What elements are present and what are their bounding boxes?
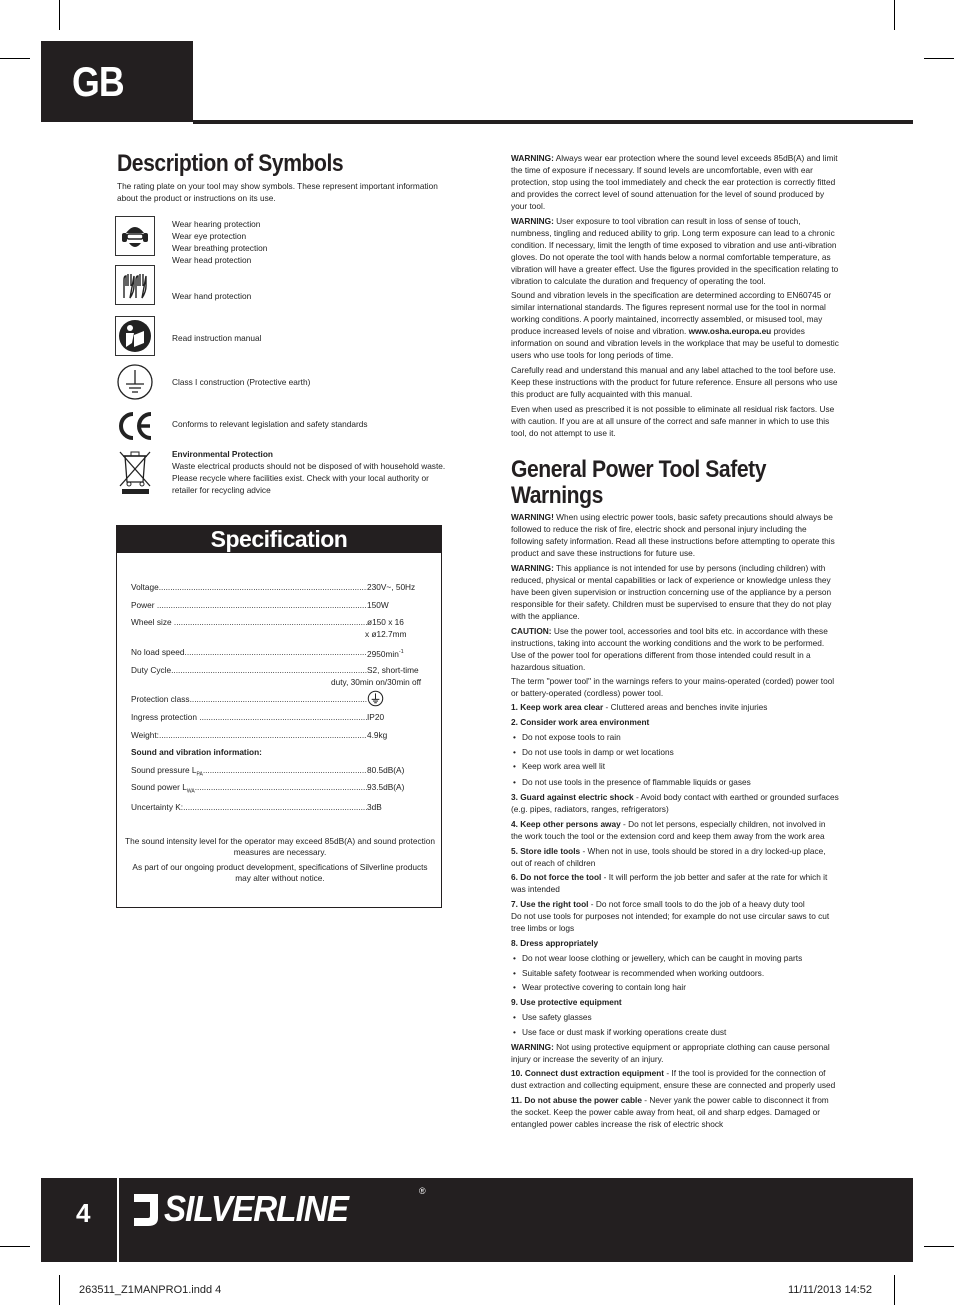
ppe-head-icon [115, 216, 155, 256]
spec-note: As part of our ongoing product development, specifications of Silverline products may alter without notice. [132, 862, 428, 883]
date-info: 11/11/2013 14:52 [788, 1284, 873, 1296]
rule-item [511, 871, 839, 895]
osha-link[interactable]: www.osha.europa.eu [688, 326, 772, 336]
spec-label-sub: WA [186, 788, 195, 795]
warning-label: WARNING: [511, 563, 554, 573]
bullet-item: • Use safety glasses [511, 1011, 831, 1023]
rule-text: - Never yank the power cable to disconnect it from the socket. Keep the power cable away from heat, oil and sharp edges. Damaged or entangled power cables increase the risk of electric shock [511, 1095, 829, 1129]
paragraph [511, 562, 839, 622]
earth-icon [367, 690, 384, 710]
warning-label: WARNING: [511, 153, 554, 163]
gpt-title-line: General Power Tool Safety [511, 456, 767, 483]
rule-heading: 5. Store idle tools [511, 846, 581, 856]
symbol-line: Wear hearing protection [172, 219, 261, 229]
ce-mark-icon [115, 406, 155, 446]
file-info: 263511_Z1MANPRO1.indd 4 [79, 1284, 222, 1296]
bullet-item: • Suitable safety footwear is recommended when working outdoors. [511, 967, 831, 979]
paragraph [511, 289, 839, 361]
spec-value: 150W [367, 600, 389, 610]
bullet-item: • Do not wear loose clothing or jewellery, which can be caught in moving parts [511, 952, 831, 964]
spec-label: Protection class ..... [131, 693, 367, 705]
paragraph [511, 215, 839, 287]
rule-item [511, 818, 839, 842]
spec-value: 3dB [367, 802, 382, 812]
paragraph [511, 511, 839, 559]
paragraph-text: Use the power tool, accessories and tool bits etc. in accordance with these instructions, taking into account the working conditions and the work to be performed. Use of the power tool for operations different from those intended could result in a hazardous situation. [511, 626, 828, 672]
symbol-line: Wear head protection [172, 255, 252, 265]
crop-mark [894, 1275, 895, 1305]
rule-heading: 8. Dress appropriately [511, 938, 599, 948]
symbol-line: Wear breathing protection [172, 243, 268, 253]
spec-value: 80.5dB(A) [367, 765, 405, 775]
spec-label: Weight: ..... [131, 729, 367, 741]
rule-text: Do not use tools for purposes not intended; for example do not use circular saws to cut tree limbs or logs [511, 911, 830, 933]
rule-heading: 3. Guard against electric shock [511, 792, 634, 802]
symbol-line: Conforms to relevant legislation and safety standards [172, 419, 368, 429]
logo-hook-icon [128, 1188, 164, 1230]
paragraph-text: This appliance is not intended for use by persons (including children) with reduced, physical or mental capabilities or lack of experience or knowledge unless they have been given supervision or instruction concerning use of the appliance by a person responsible for their safety. Children must be supervised to ensure that they do not play with the appliance. [511, 563, 832, 621]
caution-label: CAUTION: [511, 626, 552, 636]
specification-title: Specification [210, 526, 348, 552]
footer-divider [117, 1178, 119, 1262]
spec-value: 230V~, 50Hz [367, 582, 416, 592]
manual-icon [115, 316, 155, 356]
paragraph: Carefully read and understand this manual and any label attached to the tool before use. Keep these instructions with the product for future reference. Ensure all persons who use this product are fully acquainted with this manual. [511, 365, 838, 399]
spec-label [131, 781, 367, 798]
spec-value: ø150 x 16 [367, 617, 404, 627]
spec-label: Uncertainty K: ..... [131, 801, 367, 813]
symbol-text [172, 418, 447, 430]
gpt-title [511, 457, 766, 509]
paragraph-text: User exposure to tool vibration can result in loss of sense of touch, numbness, tingling and reduced ability to grip. Long term exposure can lead to a chronic condition. If necessary, limit the length of time exposed to vibration and use anti-vibration gloves. Do not operate the tool with hands below a normal comfortable temperature, as vibration will have a greater effect. Use the figures provided in the specification relating to vibration to calculate the duration and frequency of operating the tool. [511, 216, 839, 286]
rule-item [511, 791, 839, 815]
crop-mark [59, 1275, 60, 1305]
crop-mark [0, 58, 30, 59]
rule-item [511, 1094, 839, 1130]
rule-text: - Do not let persons, especially children, not involved in the work touch the tool or the extension cord and keep them away from the work area [511, 819, 826, 841]
symbol-text [172, 376, 447, 388]
spec-value [367, 646, 404, 660]
symbols-title: Description of Symbols [117, 150, 344, 177]
bullet-item: • Wear protective covering to contain long hair [511, 981, 831, 993]
brand-wordmark: SILVERLINE [164, 1188, 349, 1229]
bullet-item: • Do not use tools in the presence of flammable liquids or gases [511, 776, 831, 788]
spec-value: S2, short-time [367, 665, 419, 675]
spec-note: The sound intensity level for the operator may exceed 85dB(A) and sound protection measures are necessary. [125, 836, 435, 857]
rule-heading: 10. Connect dust extraction equipment [511, 1068, 665, 1078]
paragraph [511, 625, 839, 673]
crop-mark [59, 0, 60, 30]
header-rule [193, 120, 913, 124]
paragraph: Even when used as prescribed it is not possible to eliminate all residual risk factors. Use with caution. If you are at all unsure of the correct and safe manner in which to use this tool, do not attempt to use it. [511, 404, 835, 438]
spec-label-text: Sound power L [131, 782, 187, 792]
symbol-text [172, 218, 447, 266]
symbol-line: Wear hand protection [172, 291, 252, 301]
rule-text: - When not in use, tools should be stored in a dry locked-up place, out of reach of children [511, 846, 826, 868]
spec-value-sup: -1 [398, 649, 404, 655]
rule-heading: 1. Keep work area clear [511, 702, 604, 712]
registered-mark: ® [419, 1186, 426, 1196]
symbol-line: Read instruction manual [172, 333, 262, 343]
spec-label [131, 764, 367, 781]
symbol-heading: Environmental Protection [172, 449, 273, 459]
wheelie-bin-icon [115, 448, 155, 496]
spec-value: IP20 [367, 712, 385, 722]
paragraph [511, 1041, 839, 1065]
spec-label-sub: PA [196, 771, 203, 778]
paragraph [511, 152, 839, 212]
gloves-icon [115, 265, 155, 305]
rule-text: - Cluttered areas and benches invite injuries [603, 702, 768, 712]
rule-heading: 6. Do not force the tool [511, 872, 602, 882]
spec-label: Ingress protection ..... [131, 711, 367, 723]
crop-mark [924, 1246, 954, 1247]
paragraph-text: Not using protective equipment or appropriate clothing can cause personal injury or increase the severity of an injury. [511, 1042, 830, 1064]
rule-heading: 4. Keep other persons away [511, 819, 621, 829]
gpt-title-line: Warnings [511, 482, 603, 509]
spec-label: Voltage ..... [131, 581, 367, 593]
paragraph-text: Always wear ear protection where the sound level exceeds 85dB(A) and limit the time of exposure if necessary. If sound levels are uncomfortable, even with ear protection, stop using the tool immediately and check the ear protection is correctly fitted and provides the correct level of sound attenuation for the level of sound produced by your tool. [511, 153, 838, 211]
specification-header [117, 526, 441, 553]
crop-mark [894, 0, 895, 30]
bullet-item: • Do not use tools in damp or wet locations [511, 746, 831, 758]
bullet-item: • Do not expose tools to rain [511, 731, 831, 743]
rule-heading: 7. Use the right tool [511, 899, 589, 909]
symbol-line: Class I construction (Protective earth) [172, 377, 311, 387]
rule-text: - It will perform the job better and safer at the rate for which it was intended [511, 872, 828, 894]
rule-item [511, 898, 839, 934]
specification-panel [116, 525, 442, 908]
symbols-intro: The rating plate on your tool may show symbols. These represent important information about the product or instructions on its use. [117, 181, 438, 203]
rule-item [511, 1067, 839, 1091]
sound-heading: Sound and vibration information: [131, 747, 262, 757]
rule-heading: 9. Use protective equipment [511, 997, 622, 1007]
page-number: 4 [76, 1198, 91, 1228]
paragraph-text: Sound and vibration levels in the specification are determined according to EN60745 or similar international standards. The figures represent normal use for the tool in normal working conditions. A poorly maintained, incorrectly assembled, or misused tool, may produce increased levels of noise and vibration. [511, 290, 832, 336]
spec-value: 4.9kg [367, 730, 388, 740]
spec-label: Power ..... [131, 599, 367, 611]
spec-label: Duty Cycle ..... [131, 664, 367, 676]
earth-icon [115, 362, 155, 402]
warning-label: WARNING: [511, 216, 554, 226]
paragraph-text: provides information on sound and vibration levels in the workplace that may be useful to domestic users who use tools for long periods of time. [511, 326, 839, 360]
symbol-line: Wear eye protection [172, 231, 247, 241]
bullet-item: • Use face or dust mask if working operations create dust [511, 1026, 831, 1038]
rule-item [511, 701, 839, 713]
spec-label-text: Sound pressure L [131, 765, 197, 775]
rule-heading: 2. Consider work area environment [511, 717, 650, 727]
paragraph-text: When using electric power tools, basic safety precautions should always be followed to reduce the risk of fire, electric shock and personal injury including the following safety information. Read all these instructions before attempting to operate this product and save these instructions for future use. [511, 512, 835, 558]
spec-label: Wheel size ..... [131, 616, 367, 628]
spec-value: x ø12.7mm [365, 629, 407, 639]
spec-value: 93.5dB(A) [367, 782, 405, 792]
spec-value: duty, 30min on/30min off [331, 677, 422, 687]
symbol-line: Waste electrical products should not be disposed of with household waste. Please recycle where facilities exist. Check with your local authority or retailer for recycling advice [172, 461, 446, 495]
crop-mark [0, 1246, 30, 1247]
bullet-item: • Keep work area well lit [511, 760, 831, 772]
rule-item [511, 845, 839, 869]
rule-heading: 11. Do not abuse the power cable [511, 1095, 642, 1105]
spec-value-text: 2950min [367, 648, 399, 659]
symbol-text [172, 290, 447, 302]
warning-label: WARNING! [511, 512, 554, 522]
spec-label: No load speed ..... [131, 646, 367, 658]
paragraph: The term ''power tool'' in the warnings refers to your mains-operated (corded) power tool or battery-operated (cordless) power tool. [511, 676, 835, 698]
crop-mark [924, 58, 954, 59]
rule-text: - Do not force small tools to do the job of a heavy duty tool [588, 899, 805, 909]
symbol-text [172, 448, 447, 496]
rule-text: - If the tool is provided for the connection of dust extraction and collecting equipment, ensure these are connected and properly used [511, 1068, 836, 1090]
language-code: GB [72, 58, 124, 105]
rule-text: - Avoid body contact with earthed or grounded surfaces (e.g. pipes, radiators, ranges, refrigerators) [511, 792, 839, 814]
symbol-text [172, 332, 447, 344]
brand-logo [128, 1188, 164, 1235]
warning-label: WARNING: [511, 1042, 554, 1052]
